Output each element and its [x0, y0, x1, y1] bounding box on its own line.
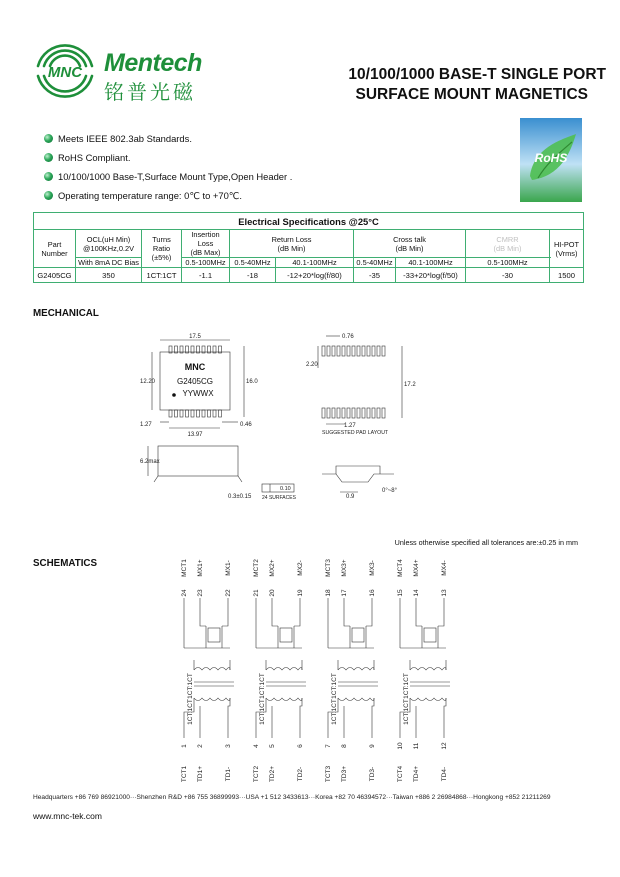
col-rl: Return Loss (dB Min): [230, 230, 354, 258]
cell-ocl: 350: [76, 268, 142, 283]
mechanical-drawing: [140, 326, 420, 506]
col-ct: Cross talk (dB Min): [354, 230, 466, 258]
choke-core: [280, 628, 292, 642]
pin-label-bottom: TCT3: [325, 765, 332, 783]
cell-ct2: -33+20*log(f/50): [396, 268, 466, 283]
pin-number-top: 24: [181, 589, 188, 597]
schematic-wire: [416, 598, 422, 626]
schematic-wire: [278, 626, 294, 648]
bullet-icon: [44, 191, 53, 200]
col-hipot: HI-POT (Vrms): [550, 230, 584, 268]
cell-hipot: 1500: [550, 268, 584, 283]
schematic-wire: [410, 698, 446, 701]
schematic-wire: [228, 698, 230, 738]
feature-item: Meets IEEE 802.3ab Standards.: [44, 133, 292, 152]
pin-label-bottom: TCT4: [397, 765, 404, 783]
schematic-wire: [338, 698, 374, 701]
schematic-wire: [372, 698, 374, 738]
schematic-wire: [206, 626, 222, 648]
pin-number-bottom: 11: [413, 742, 420, 750]
feature-list: [44, 133, 292, 209]
rohs-badge: [520, 118, 582, 202]
pin-label-top: MX1-: [225, 560, 232, 576]
schematic-wire: [366, 598, 372, 626]
ratio-label-top: 1CT:1CT: [187, 673, 194, 699]
sub-cmrr: 0.5-100MHz: [466, 258, 550, 268]
dim-127: 1.27: [140, 422, 152, 428]
pin-number-top: 17: [341, 589, 348, 597]
schematic-wire: [444, 698, 446, 738]
pin-number-bottom: 10: [397, 742, 404, 750]
col-part: Part Number: [34, 230, 76, 268]
chip-date: YYWWX: [182, 389, 214, 398]
dim-width: 17.5: [189, 334, 201, 340]
pin-number-bottom: 3: [225, 744, 232, 748]
pin-label-top: MX4+: [413, 559, 420, 577]
surfaces-label: 24 SURFACES: [262, 495, 296, 501]
chip-part: G2405CG: [176, 377, 214, 386]
cell-part: G2405CG: [34, 268, 76, 283]
pin-label-top: MCT1: [181, 559, 188, 577]
pin-number-top: 16: [369, 589, 376, 597]
chip-logo: MNC: [184, 362, 206, 372]
pin-number-top: 14: [413, 589, 420, 597]
schematic-wire: [350, 626, 366, 648]
pin-label-top: MX2-: [297, 560, 304, 576]
pad-layout-top: [322, 346, 385, 356]
pin-label-bottom: TD4-: [441, 766, 448, 782]
brand-name-en: Mentech: [104, 49, 202, 77]
pin-label-bottom: TD3+: [341, 765, 348, 783]
col-ocl: OCL(uH Min) @100KHz,0.2V: [76, 230, 142, 258]
schematic-wire: [266, 668, 302, 671]
pin-label-top: MCT4: [397, 559, 404, 577]
pin-number-bottom: 6: [297, 744, 304, 748]
pin-label-top: MCT3: [325, 559, 332, 577]
pad-height: 17.2: [404, 382, 416, 388]
pin-label-bottom: TD2-: [297, 766, 304, 782]
bottom-pins: [169, 410, 222, 417]
pin-number-bottom: 5: [269, 744, 276, 748]
pin-label-top: MX3+: [341, 559, 348, 577]
side-view-body: [158, 446, 238, 476]
brand-name-cn: 铭普光磁: [104, 80, 196, 104]
schematic-wire: [344, 598, 350, 626]
schematic-wire: [294, 598, 300, 626]
dim-046: 0.46: [240, 422, 252, 428]
tolerance-note: Unless otherwise specified all tolerances are:±0.25 in mm: [394, 538, 578, 547]
pin-number-bottom: 9: [369, 744, 376, 748]
choke-core: [208, 628, 220, 642]
pin-number-bottom: 2: [197, 744, 204, 748]
pad-pitch-bottom: 1.27: [344, 423, 356, 429]
ratio-label-top: 1CT:1CT: [403, 673, 410, 699]
bullet-icon: [44, 134, 53, 143]
pad-layout-label: SUGGESTED PAD LAYOUT: [322, 430, 389, 436]
schematic-wire: [194, 668, 230, 671]
sub-il: 0.5-100MHz: [182, 258, 230, 268]
pad-left: 2.20: [306, 362, 318, 368]
footer-website[interactable]: www.mnc-tek.com: [33, 811, 102, 821]
dim-height-right: 16.0: [246, 379, 258, 385]
schematic-wire: [194, 698, 230, 701]
pin-number-top: 19: [297, 589, 304, 597]
pin-number-bottom: 8: [341, 744, 348, 748]
mechanical-title: MECHANICAL: [33, 308, 99, 319]
ratio-label-bottom: 1CT:1CT: [259, 699, 266, 725]
pin-number-bottom: 7: [325, 744, 332, 748]
sub-ct2: 40.1-100MHz: [396, 258, 466, 268]
dim-side-height: 6.2max: [140, 459, 160, 465]
pin-number-top: 13: [441, 589, 448, 597]
col-cmrr: CMRR (dB Min): [466, 230, 550, 258]
schematic-wire: [200, 598, 206, 626]
pin-label-top: MX2+: [269, 559, 276, 577]
schematic-wire: [222, 598, 228, 626]
ratio-label-bottom: 1CT:1CT: [331, 699, 338, 725]
col-turns: Turns Ratio (±5%): [142, 230, 182, 268]
pin-label-top: MX3-: [369, 560, 376, 576]
pin-label-top: MX4-: [441, 560, 448, 576]
pin-number-top: 21: [253, 589, 260, 597]
footer-contacts: Headquarters +86 769 86921000···Shenzhen R&D +86 755 36899993···USA +1 512 3433613···Korea +82 70 46394572···Taiwan +886 2 26984868···Hongkong +852 21211269: [33, 794, 551, 801]
pin-number-bottom: 12: [441, 742, 448, 750]
pin-number-top: 23: [197, 589, 204, 597]
sub-ocl: With 8mA DC Bias: [76, 258, 142, 268]
bullet-icon: [44, 172, 53, 181]
coplanarity-value: 0.10: [280, 486, 291, 492]
schematic-drawing: [170, 552, 460, 788]
pin-number-bottom: 4: [253, 744, 260, 748]
pin-label-bottom: TCT1: [181, 765, 188, 783]
ratio-label-bottom: 1CT:1CT: [187, 699, 194, 725]
pin-number-top: 15: [397, 589, 404, 597]
ratio-label-bottom: 1CT:1CT: [403, 699, 410, 725]
pin-label-bottom: TD3-: [369, 766, 376, 782]
pin-label-top: MCT2: [253, 559, 260, 577]
lead-length: 0.9: [346, 494, 355, 500]
pin-label-top: MX1+: [197, 559, 204, 577]
schematic-wire: [338, 668, 374, 671]
pin-label-bottom: TCT2: [253, 765, 260, 783]
lead-angle: 0°~8°: [382, 488, 397, 494]
mnc-logo: [30, 42, 100, 100]
choke-core: [424, 628, 436, 642]
pin-label-bottom: TD1+: [197, 765, 204, 783]
bullet-icon: [44, 153, 53, 162]
pad-layout-bottom: [322, 408, 385, 418]
ratio-label-top: 1CT:1CT: [259, 673, 266, 699]
schematic-wire: [438, 598, 444, 626]
pin-number-top: 18: [325, 589, 332, 597]
pin-number-top: 22: [225, 589, 232, 597]
sub-ct1: 0.5-40MHz: [354, 258, 396, 268]
cell-il: -1.1: [182, 268, 230, 283]
choke-core: [352, 628, 364, 642]
cell-rl2: -12+20*log(f/80): [276, 268, 354, 283]
ratio-label-top: 1CT:1CT: [331, 673, 338, 699]
feature-item: 10/100/1000 Base-T,Surface Mount Type,Open Header .: [44, 171, 292, 190]
col-il: Insertion Loss (dB Max): [182, 230, 230, 258]
cell-rl1: -18: [230, 268, 276, 283]
pin1-dot: [172, 393, 176, 397]
pad-pitch-top: 0.76: [342, 334, 354, 340]
table-row: [34, 268, 584, 283]
schematic-wire: [300, 698, 302, 738]
electrical-spec-table: [33, 212, 584, 283]
pin-label-bottom: TD4+: [413, 765, 420, 783]
feature-item: Operating temperature range: 0℃ to +70℃.: [44, 190, 292, 209]
cell-ct1: -35: [354, 268, 396, 283]
dim-standoff: 0.3±0.15: [228, 494, 252, 500]
sub-rl1: 0.5-40MHz: [230, 258, 276, 268]
page-title-line2: SURFACE MOUNT MAGNETICS: [355, 86, 588, 103]
dim-height-left: 12.20: [140, 379, 156, 385]
schematic-wire: [410, 668, 446, 671]
cell-cmrr: -30: [466, 268, 550, 283]
svg-text:RoHS: RoHS: [534, 151, 568, 165]
feature-item: RoHS Compliant.: [44, 152, 292, 171]
schematics-title: SCHEMATICS: [33, 558, 98, 569]
sub-rl2: 40.1-100MHz: [276, 258, 354, 268]
page-title-line1: 10/100/1000 BASE-T SINGLE PORT: [348, 66, 606, 83]
pin-label-bottom: TD2+: [269, 765, 276, 783]
pin-number-bottom: 1: [181, 744, 188, 748]
schematic-wire: [422, 626, 438, 648]
cell-turns: 1CT:1CT: [142, 268, 182, 283]
schematic-wire: [266, 698, 302, 701]
pin-label-bottom: TD1-: [225, 766, 232, 782]
dim-1397: 13.97: [187, 432, 203, 438]
spec-table-title: Electrical Specifications @25°C: [34, 213, 584, 230]
svg-text:MNC: MNC: [47, 64, 83, 81]
pin-number-top: 20: [269, 589, 276, 597]
schematic-wire: [272, 598, 278, 626]
